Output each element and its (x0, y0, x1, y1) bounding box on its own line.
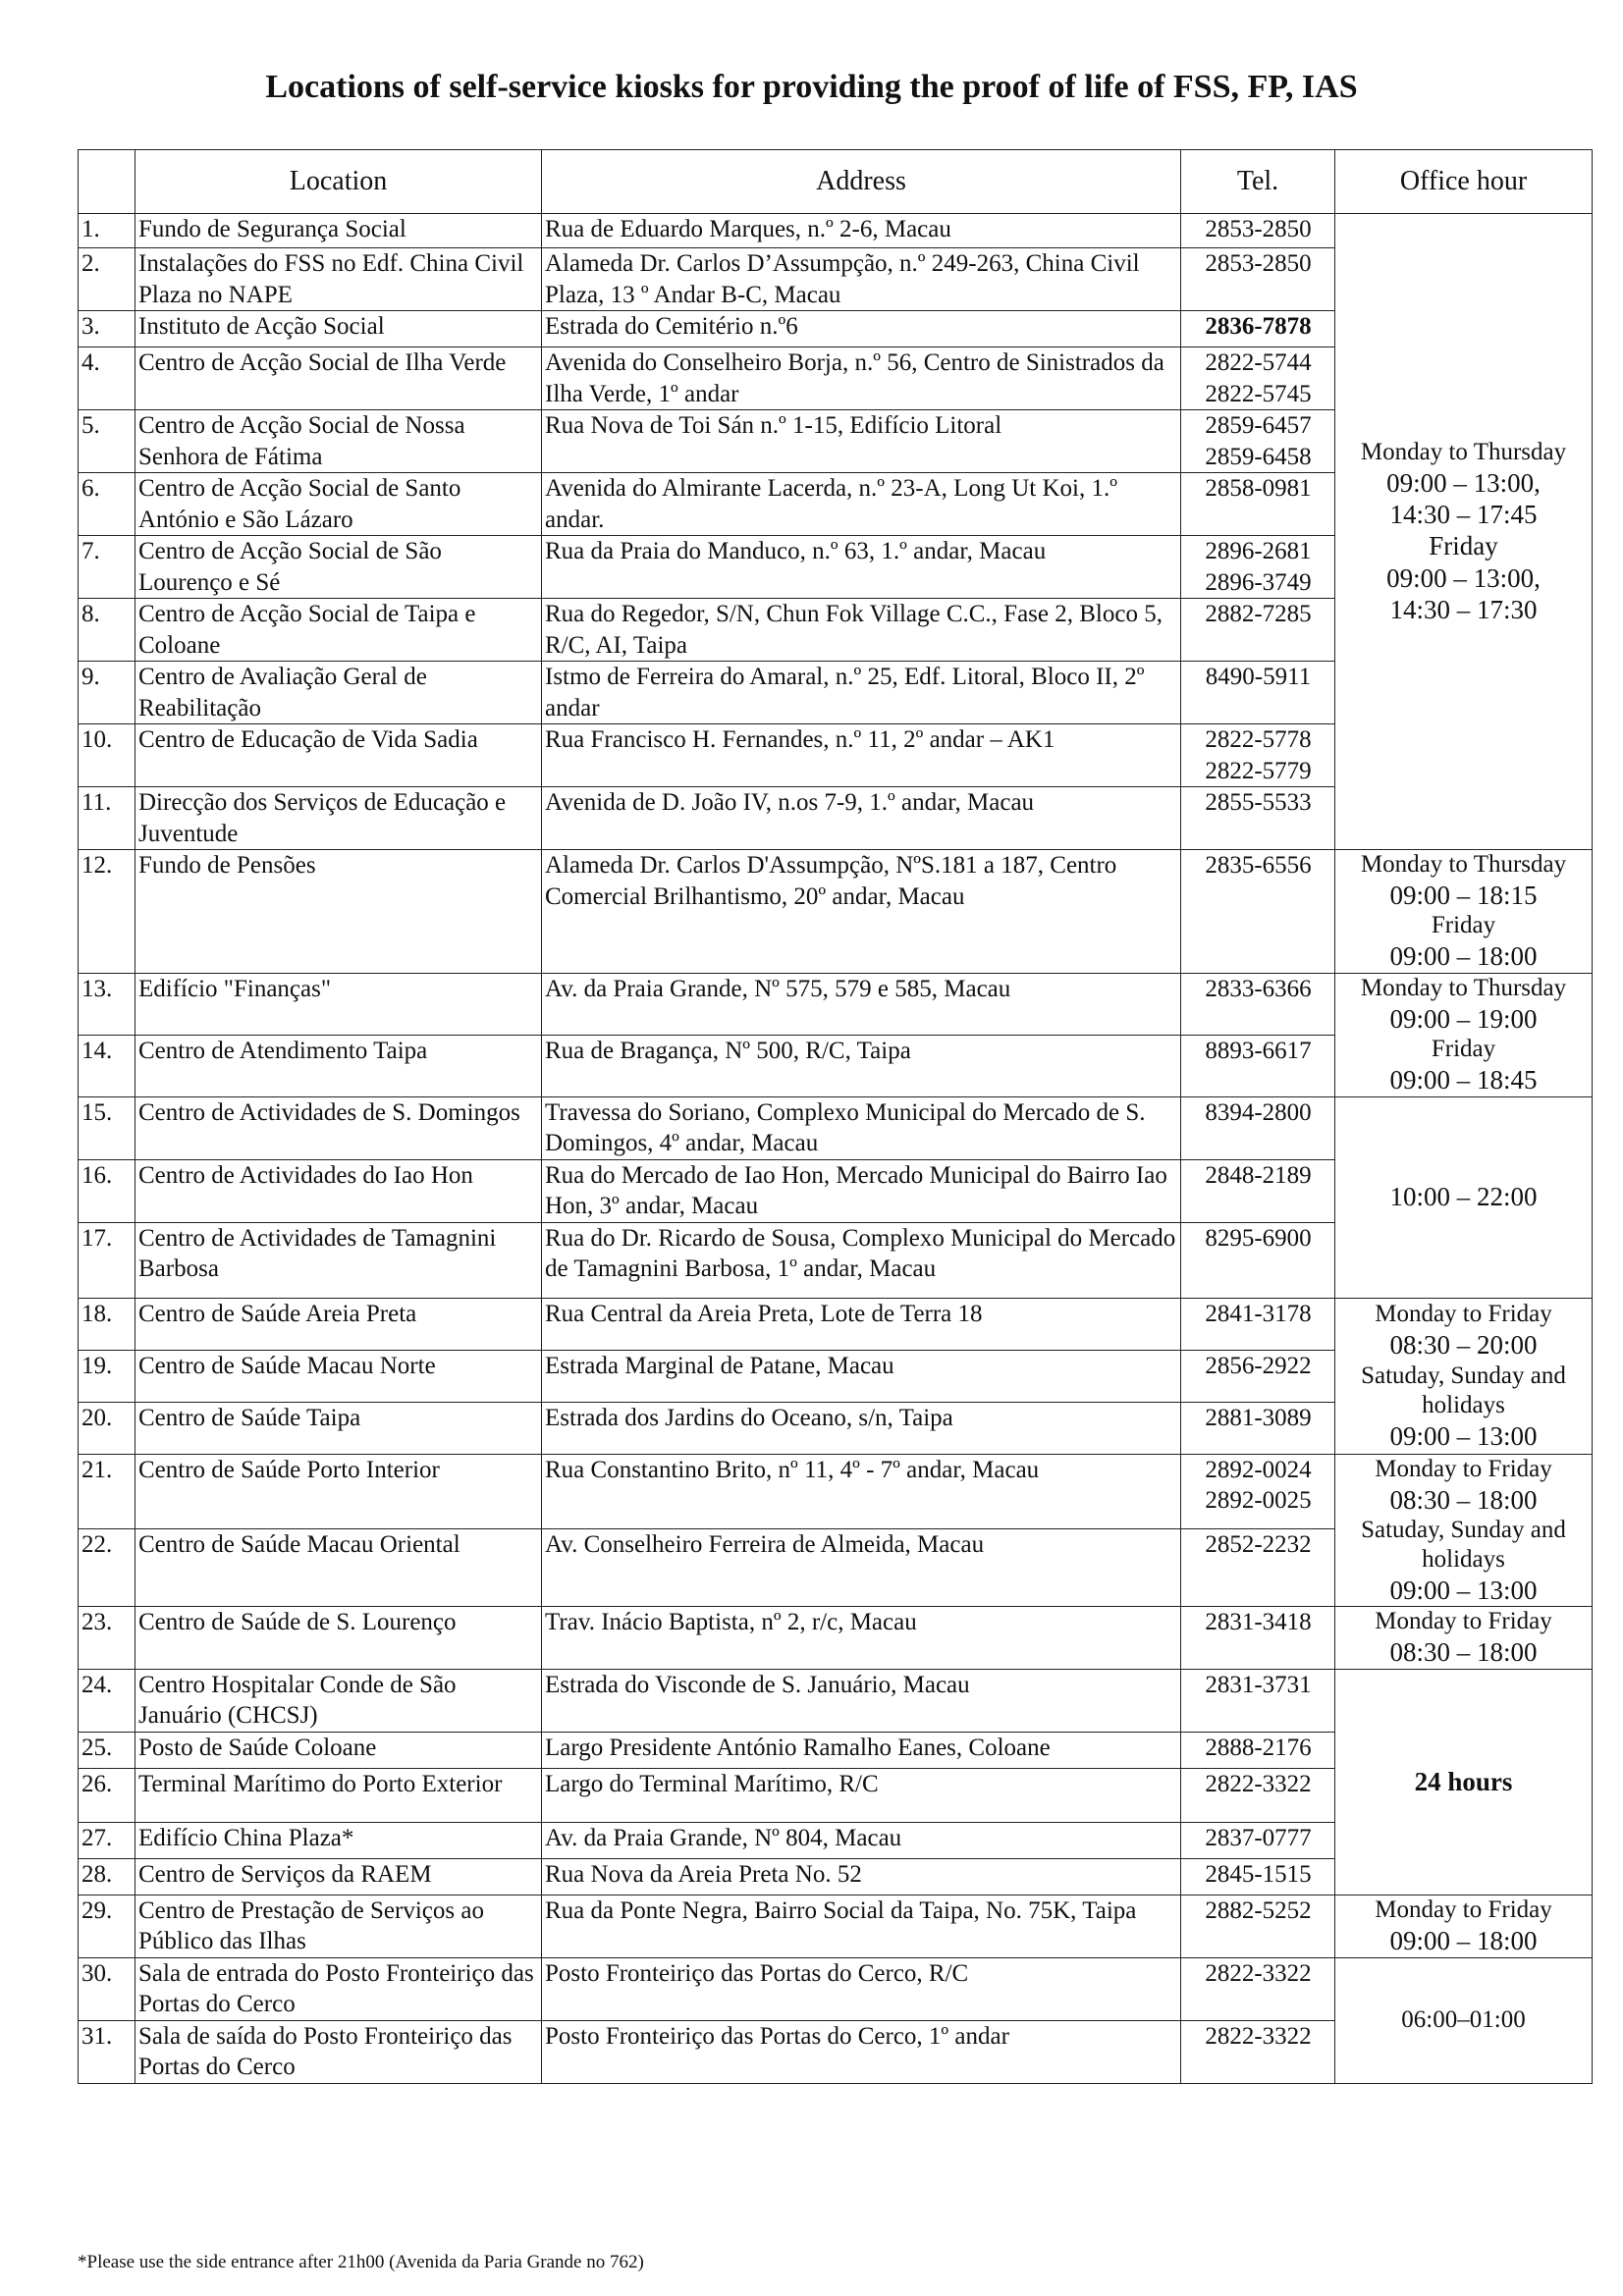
location-address: Rua Francisco H. Fernandes, n.º 11, 2º andar – AK1 (542, 724, 1181, 787)
table-row (79, 850, 1593, 974)
office-hour-line: Satuday, Sunday and holidays (1361, 1516, 1566, 1573)
location-address: Rua Constantino Brito, nº 11, 4º - 7º andar, Macau (542, 1454, 1181, 1528)
table-row (79, 1669, 1593, 1732)
location-address: Rua de Eduardo Marques, n.º 2-6, Macau (542, 214, 1181, 248)
office-hour-line: Friday (1431, 912, 1496, 939)
phone-number: 8490-5911 (1205, 664, 1312, 690)
kiosk-locations-table (78, 149, 1593, 2084)
location-name: Instituto de Acção Social (135, 311, 542, 347)
row-number: 8. (79, 599, 135, 662)
phone-number: 2841-3178 (1205, 1300, 1312, 1327)
tel-cell (1181, 311, 1335, 347)
location-name: Centro de Prestação de Serviços ao Público das Ilhas (135, 1895, 542, 1957)
location-address: Estrada do Visconde de S. Januário, Macau (542, 1669, 1181, 1732)
location-name: Centro de Saúde Macau Oriental (135, 1528, 542, 1607)
tel-cell (1181, 2020, 1335, 2083)
row-number: 27. (79, 1822, 135, 1858)
office-hour-cell (1335, 214, 1593, 850)
office-hour-cell (1335, 1607, 1593, 1669)
table-row (79, 1895, 1593, 1957)
table-row (79, 973, 1593, 1035)
location-address: Estrada dos Jardins do Oceano, s/n, Taipa (542, 1402, 1181, 1454)
tel-cell (1181, 248, 1335, 311)
phone-number: 2892-0024 (1205, 1456, 1312, 1483)
phone-number: 2836-7878 (1205, 313, 1312, 340)
table-row (79, 1298, 1593, 1350)
row-number: 3. (79, 311, 135, 347)
office-hour-cell (1335, 1454, 1593, 1607)
phone-number: 2882-5252 (1205, 1896, 1312, 1924)
table-row (79, 1607, 1593, 1669)
tel-cell (1181, 724, 1335, 787)
office-hour-line: Monday to Friday (1375, 1608, 1552, 1635)
tel-cell (1181, 1732, 1335, 1768)
tel-cell (1181, 347, 1335, 410)
office-hour-line: Monday to Thursday (1360, 438, 1567, 465)
location-address: Rua Nova de Toi Sán n.º 1-15, Edifício Litoral (542, 410, 1181, 473)
tel-cell (1181, 473, 1335, 536)
row-number: 23. (79, 1607, 135, 1669)
location-name: Centro de Serviços da RAEM (135, 1858, 542, 1895)
tel-cell (1181, 850, 1335, 974)
location-name: Edifício China Plaza* (135, 1822, 542, 1858)
phone-number: 2896-3749 (1205, 568, 1312, 596)
location-name: Sala de saída do Posto Fronteiriço das Portas do Cerco (135, 2020, 542, 2083)
location-name: Centro de Acção Social de Nossa Senhora de Fátima (135, 410, 542, 473)
location-name: Sala de entrada do Posto Fronteiriço das Portas do Cerco (135, 1957, 542, 2020)
location-name: Centro de Actividades de Tamagnini Barbosa (135, 1222, 542, 1298)
phone-number: 2835-6556 (1205, 852, 1312, 879)
tel-cell (1181, 214, 1335, 248)
location-address: Estrada do Cemitério n.º6 (542, 311, 1181, 347)
location-name: Terminal Marítimo do Porto Exterior (135, 1768, 542, 1822)
office-hour-line: 10:00 – 22:00 (1389, 1182, 1538, 1212)
location-address: Travessa do Soriano, Complexo Municipal do Mercado de S. Domingos, 4º andar, Macau (542, 1096, 1181, 1159)
phone-number: 8394-2800 (1205, 1098, 1312, 1126)
office-hour-cell (1335, 1298, 1593, 1454)
office-hour-line: 09:00 – 18:45 (1389, 1065, 1538, 1095)
location-address: Istmo de Ferreira do Amaral, n.º 25, Edf. Litoral, Bloco II, 2º andar (542, 662, 1181, 724)
table-row (79, 1096, 1593, 1159)
phone-number: 2892-0025 (1205, 1487, 1312, 1515)
office-hour-line: 08:30 – 18:00 (1389, 1637, 1538, 1668)
office-hour-cell (1335, 1895, 1593, 1957)
location-name: Centro de Actividades de S. Domingos (135, 1096, 542, 1159)
tel-cell (1181, 1822, 1335, 1858)
tel-cell (1181, 410, 1335, 473)
tel-cell (1181, 1895, 1335, 1957)
tel-cell (1181, 1350, 1335, 1402)
office-hour-line: 09:00 – 18:00 (1389, 941, 1538, 972)
row-number: 12. (79, 850, 135, 974)
location-name: Centro de Educação de Vida Sadia (135, 724, 542, 787)
footnote: *Please use the side entrance after 21h00 (Avenida da Paria Grande no 762) (78, 2252, 644, 2272)
phone-number: 8893-6617 (1205, 1037, 1312, 1064)
location-address: Av. Conselheiro Ferreira de Almeida, Macau (542, 1528, 1181, 1607)
phone-number: 2859-6457 (1205, 412, 1312, 439)
office-hour-line: 09:00 – 18:00 (1389, 1926, 1538, 1956)
tel-cell (1181, 662, 1335, 724)
phone-number: 2822-5745 (1205, 380, 1312, 407)
row-number: 14. (79, 1035, 135, 1096)
location-address: Rua do Regedor, S/N, Chun Fok Village C.C., Fase 2, Bloco 5, R/C, AI, Taipa (542, 599, 1181, 662)
location-name: Centro de Acção Social de Taipa e Coloane (135, 599, 542, 662)
row-number: 7. (79, 536, 135, 599)
location-name: Posto de Saúde Coloane (135, 1732, 542, 1768)
row-number: 2. (79, 248, 135, 311)
row-number: 24. (79, 1669, 135, 1732)
phone-number: 2856-2922 (1205, 1352, 1312, 1379)
location-name: Centro de Acção Social de Ilha Verde (135, 347, 542, 410)
phone-number: 2822-3322 (1205, 2022, 1312, 2050)
row-number: 6. (79, 473, 135, 536)
phone-number: 2822-5778 (1205, 726, 1312, 753)
office-hour-cell (1335, 850, 1593, 974)
phone-number: 2822-5779 (1205, 757, 1312, 784)
office-hour-line: 08:30 – 20:00 (1389, 1330, 1538, 1361)
row-number: 20. (79, 1402, 135, 1454)
tel-cell (1181, 1957, 1335, 2020)
office-hour-line: 09:00 – 18:15 (1389, 881, 1538, 910)
row-number: 13. (79, 973, 135, 1035)
row-number: 18. (79, 1298, 135, 1350)
phone-number: 2896-2681 (1205, 538, 1312, 564)
location-address: Rua da Praia do Manduco, n.º 63, 1.º andar, Macau (542, 536, 1181, 599)
location-address: Av. da Praia Grande, Nº 575, 579 e 585, Macau (542, 973, 1181, 1035)
phone-number: 2888-2176 (1205, 1734, 1312, 1761)
office-hour-cell (1335, 1669, 1593, 1895)
location-address: Estrada Marginal de Patane, Macau (542, 1350, 1181, 1402)
location-name: Centro de Actividades do Iao Hon (135, 1159, 542, 1222)
location-address: Largo Presidente António Ramalho Eanes, Coloane (542, 1732, 1181, 1768)
tel-cell (1181, 787, 1335, 850)
table-body (79, 214, 1593, 2084)
tel-cell (1181, 1402, 1335, 1454)
location-name: Centro de Saúde Porto Interior (135, 1454, 542, 1528)
office-hour-line: 09:00 – 13:00, (1386, 562, 1541, 593)
office-hour-cell (1335, 973, 1593, 1096)
office-hour-line: Monday to Thursday (1360, 974, 1567, 1001)
location-name: Edifício "Finanças" (135, 973, 542, 1035)
phone-number: 2822-5744 (1205, 349, 1312, 376)
row-number: 5. (79, 410, 135, 473)
location-address: Rua de Bragança, Nº 500, R/C, Taipa (542, 1035, 1181, 1096)
phone-number: 2848-2189 (1205, 1161, 1312, 1189)
office-hour-line: 14:30 – 17:30 (1389, 595, 1538, 625)
tel-cell (1181, 1858, 1335, 1895)
office-hour-line: Friday (1429, 531, 1498, 561)
location-address: Trav. Inácio Baptista, nº 2, r/c, Macau (542, 1607, 1181, 1669)
phone-number: 2853-2850 (1205, 216, 1312, 242)
tel-cell (1181, 1222, 1335, 1298)
office-hour-line: Satuday, Sunday and holidays (1361, 1362, 1566, 1418)
tel-cell (1181, 1096, 1335, 1159)
location-address: Largo do Terminal Marítimo, R/C (542, 1768, 1181, 1822)
phone-number: 2852-2232 (1205, 1530, 1312, 1558)
office-hour-cell (1335, 1957, 1593, 2083)
page-title: Locations of self-service kiosks for providing the proof of life of FSS, FP, IAS (265, 69, 1358, 105)
header-address: Address (542, 150, 1181, 214)
phone-number: 2837-0777 (1205, 1824, 1312, 1851)
row-number: 17. (79, 1222, 135, 1298)
row-number: 28. (79, 1858, 135, 1895)
row-number: 1. (79, 214, 135, 248)
office-hour-line: 06:00–01:00 (1401, 2006, 1526, 2034)
header-tel: Tel. (1181, 150, 1335, 214)
location-name: Centro de Acção Social de São Lourenço e Sé (135, 536, 542, 599)
office-hour-line: 08:30 – 18:00 (1389, 1484, 1538, 1515)
office-hour-line: 09:00 – 19:00 (1389, 1003, 1538, 1034)
tel-cell (1181, 1454, 1335, 1528)
phone-number: 2881-3089 (1205, 1404, 1312, 1431)
tel-cell (1181, 1669, 1335, 1732)
tel-cell (1181, 1528, 1335, 1607)
tel-cell (1181, 1298, 1335, 1350)
phone-number: 2822-3322 (1205, 1770, 1312, 1797)
tel-cell (1181, 536, 1335, 599)
row-number: 16. (79, 1159, 135, 1222)
office-hour-line: Friday (1431, 1036, 1496, 1063)
row-number: 31. (79, 2020, 135, 2083)
table-row (79, 214, 1593, 248)
location-name: Instalações do FSS no Edf. China Civil Plaza no NAPE (135, 248, 542, 311)
location-name: Centro de Saúde de S. Lourenço (135, 1607, 542, 1669)
phone-number: 2822-3322 (1205, 1959, 1312, 1987)
row-number: 21. (79, 1454, 135, 1528)
row-number: 9. (79, 662, 135, 724)
row-number: 26. (79, 1768, 135, 1822)
office-hour-line: 09:00 – 13:00 (1389, 1575, 1538, 1605)
phone-number: 2855-5533 (1205, 789, 1312, 816)
tel-cell (1181, 1035, 1335, 1096)
row-number: 30. (79, 1957, 135, 2020)
office-hour-cell (1335, 1096, 1593, 1298)
location-name: Centro de Saúde Macau Norte (135, 1350, 542, 1402)
row-number: 15. (79, 1096, 135, 1159)
phone-number: 8295-6900 (1205, 1224, 1312, 1252)
office-hour-line: Monday to Friday (1375, 1896, 1552, 1924)
office-hour-line: 14:30 – 17:45 (1389, 499, 1538, 529)
phone-number: 2853-2850 (1205, 250, 1312, 277)
office-hour-line: Monday to Friday (1375, 1301, 1552, 1328)
office-hour-line: Monday to Thursday (1360, 851, 1567, 878)
row-number: 25. (79, 1732, 135, 1768)
location-address: Alameda Dr. Carlos D'Assumpção, NºS.181 a 187, Centro Comercial Brilhantismo, 20º andar, Macau (542, 850, 1181, 974)
location-address: Rua do Dr. Ricardo de Sousa, Complexo Municipal do Mercado de Tamagnini Barbosa, 1º andar, Macau (542, 1222, 1181, 1298)
location-address: Alameda Dr. Carlos D’Assumpção, n.º 249-263, China Civil Plaza, 13 º Andar B-C, Macau (542, 248, 1181, 311)
location-name: Direcção dos Serviços de Educação e Juventude (135, 787, 542, 850)
location-address: Rua da Ponte Negra, Bairro Social da Taipa, No. 75K, Taipa (542, 1895, 1181, 1957)
phone-number: 2858-0981 (1205, 475, 1312, 502)
location-address: Avenida do Almirante Lacerda, n.º 23-A, Long Ut Koi, 1.º andar. (542, 473, 1181, 536)
row-number: 29. (79, 1895, 135, 1957)
row-number: 22. (79, 1528, 135, 1607)
location-address: Av. da Praia Grande, Nº 804, Macau (542, 1822, 1181, 1858)
location-address: Rua do Mercado de Iao Hon, Mercado Municipal do Bairro Iao Hon, 3º andar, Macau (542, 1159, 1181, 1222)
tel-cell (1181, 1607, 1335, 1669)
location-address: Rua Nova da Areia Preta No. 52 (542, 1858, 1181, 1895)
tel-cell (1181, 1159, 1335, 1222)
location-address: Avenida de D. João IV, n.os 7-9, 1.º andar, Macau (542, 787, 1181, 850)
table-row (79, 1454, 1593, 1528)
location-name: Centro de Saúde Areia Preta (135, 1298, 542, 1350)
row-number: 10. (79, 724, 135, 787)
location-name: Fundo de Pensões (135, 850, 542, 974)
row-number: 4. (79, 347, 135, 410)
location-address: Avenida do Conselheiro Borja, n.º 56, Centro de Sinistrados da Ilha Verde, 1º andar (542, 347, 1181, 410)
location-address: Posto Fronteiriço das Portas do Cerco, R/C (542, 1957, 1181, 2020)
location-name: Centro de Acção Social de Santo António e São Lázaro (135, 473, 542, 536)
tel-cell (1181, 599, 1335, 662)
office-hour-line: Monday to Friday (1375, 1455, 1552, 1482)
tel-cell (1181, 1768, 1335, 1822)
location-name: Centro de Avaliação Geral de Reabilitação (135, 662, 542, 724)
header-office-hour: Office hour (1335, 150, 1593, 214)
phone-number: 2882-7285 (1205, 601, 1312, 627)
office-hour-line: 09:00 – 13:00, (1386, 467, 1541, 498)
location-name: Centro de Atendimento Taipa (135, 1035, 542, 1096)
location-name: Fundo de Segurança Social (135, 214, 542, 248)
phone-number: 2859-6458 (1205, 443, 1312, 470)
header-location: Location (135, 150, 542, 214)
location-name: Centro Hospitalar Conde de São Januário (CHCSJ) (135, 1669, 542, 1732)
row-number: 11. (79, 787, 135, 850)
office-hour-line: 24 hours (1414, 1767, 1513, 1797)
phone-number: 2845-1515 (1205, 1860, 1312, 1888)
header-number (79, 150, 135, 214)
phone-number: 2833-6366 (1205, 975, 1312, 1002)
location-address: Rua Central da Areia Preta, Lote de Terra 18 (542, 1298, 1181, 1350)
phone-number: 2831-3418 (1205, 1609, 1312, 1636)
office-hour-line: 09:00 – 13:00 (1389, 1420, 1538, 1451)
phone-number: 2831-3731 (1205, 1671, 1312, 1698)
location-name: Centro de Saúde Taipa (135, 1402, 542, 1454)
location-address: Posto Fronteiriço das Portas do Cerco, 1º andar (542, 2020, 1181, 2083)
row-number: 19. (79, 1350, 135, 1402)
table-row (79, 1957, 1593, 2020)
tel-cell (1181, 973, 1335, 1035)
table-header-row (79, 150, 1593, 214)
